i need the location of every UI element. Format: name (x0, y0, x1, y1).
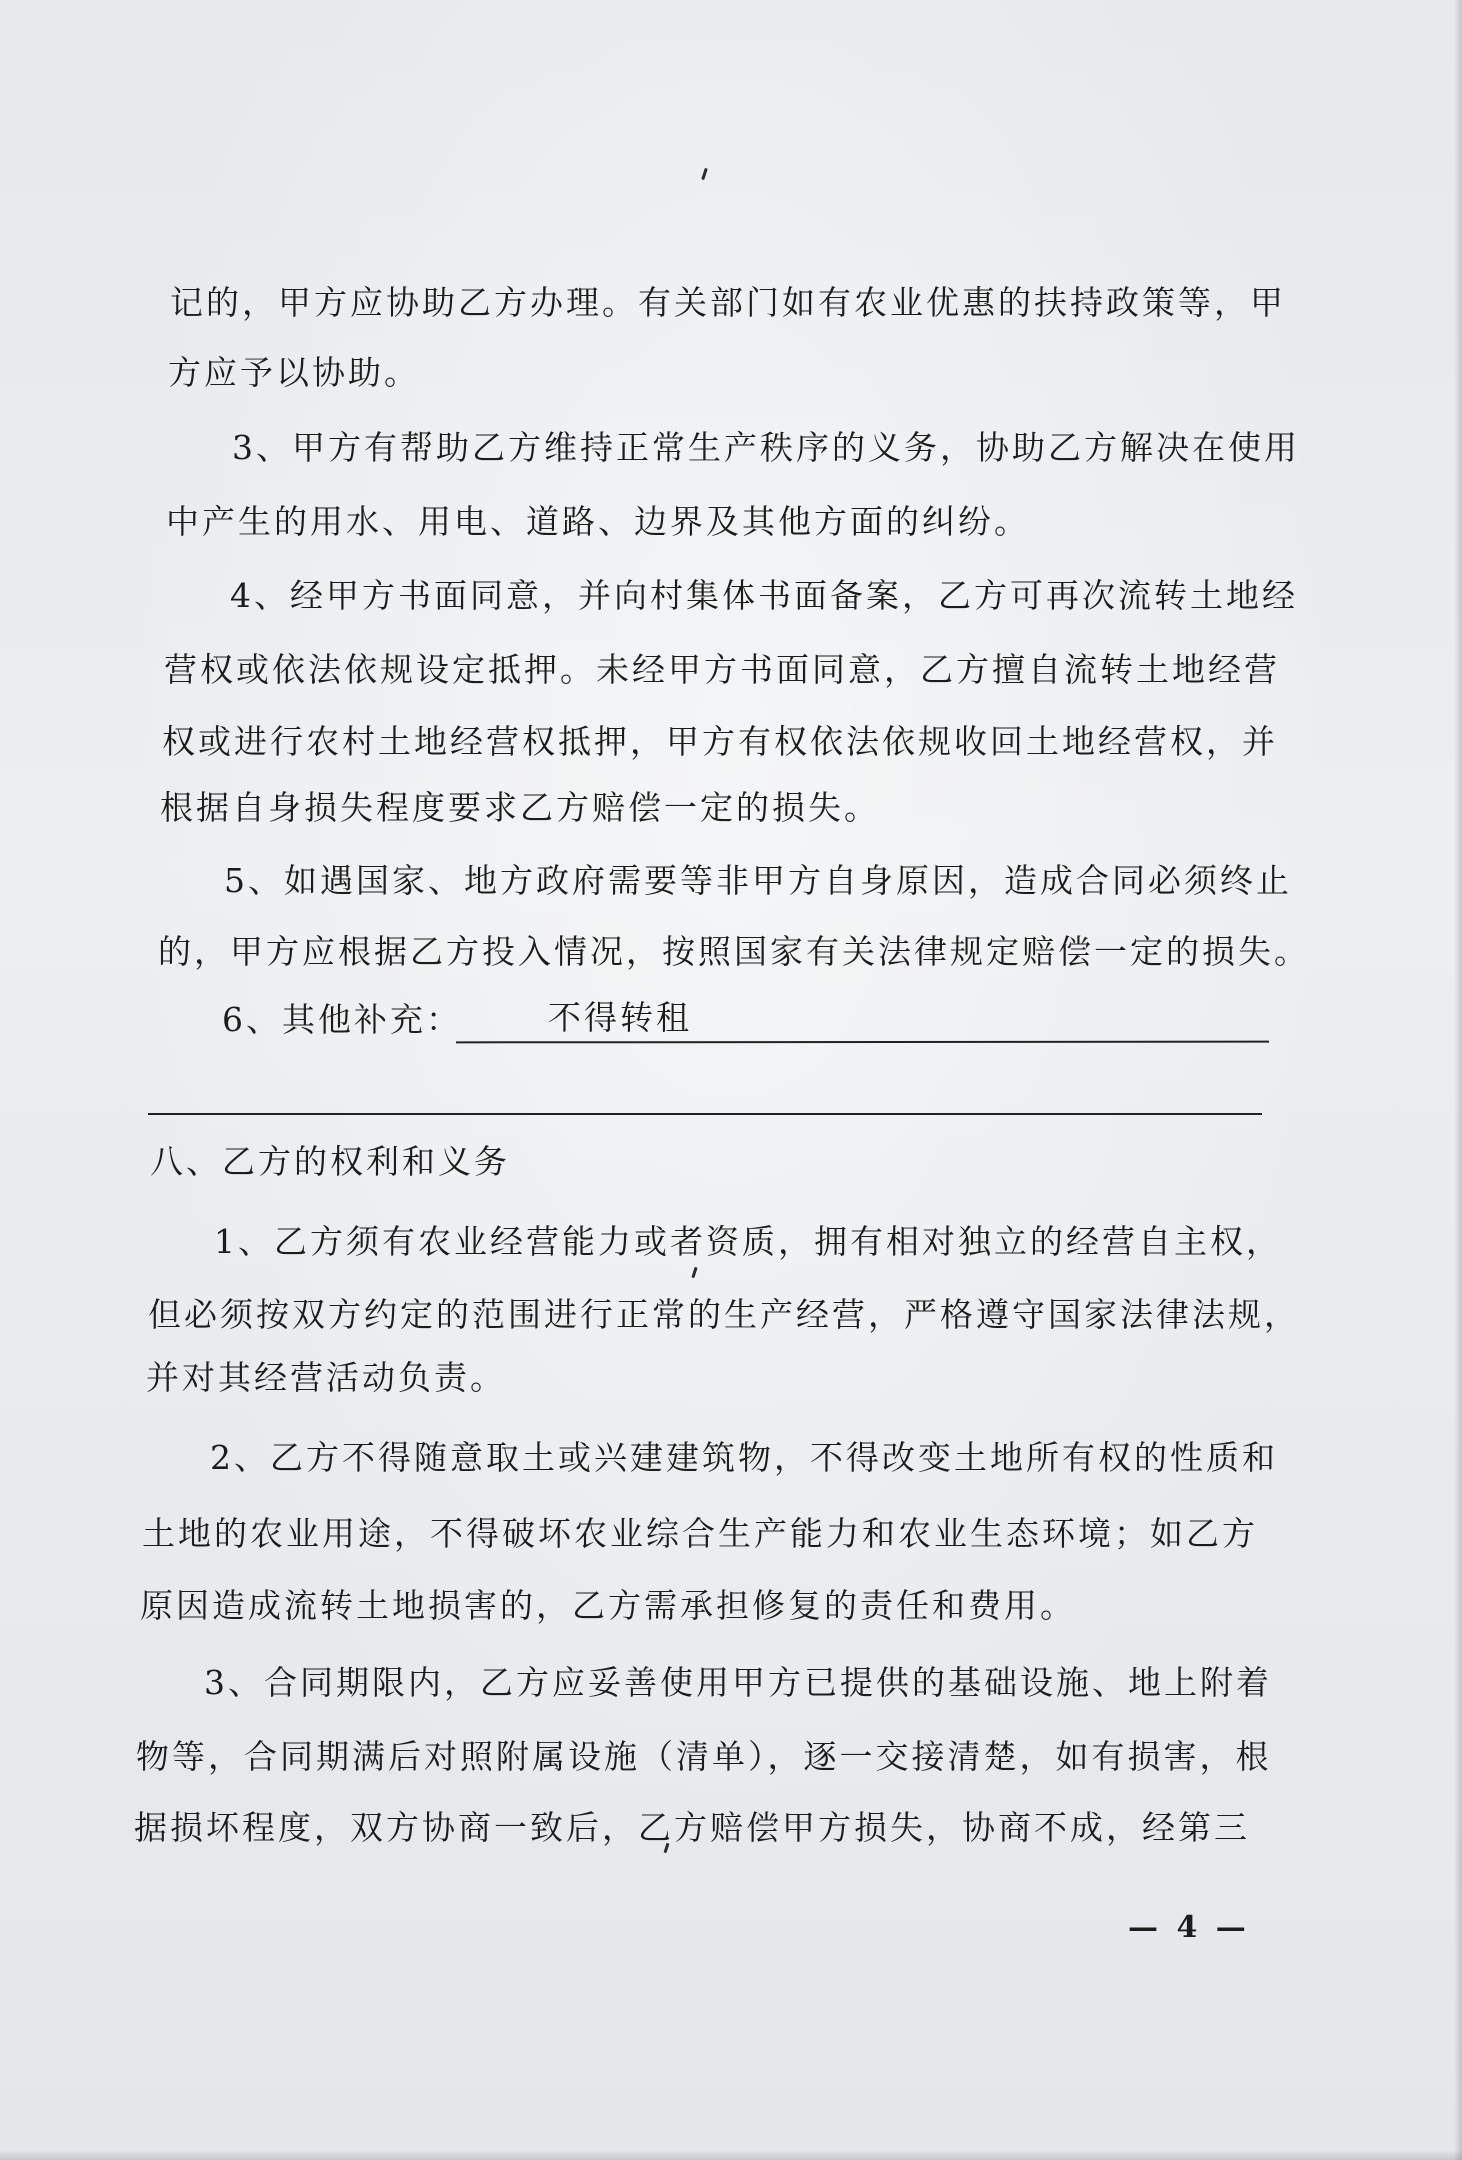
body-line: 据损坏程度，双方协商一致后，乙方赔偿甲方损失，协商不成，经第三 (134, 1808, 1250, 1847)
clause-8-1: 1、乙方须有农业经营能力或者资质，拥有相对独立的经营自主权， (214, 1222, 1282, 1261)
body-line: 但必须按双方约定的范围进行正常的生产经营，严格遵守国家法律法规， (148, 1295, 1300, 1334)
clause-7-6-label: 6、其他补充： (222, 1000, 462, 1039)
clause-7-5: 5、如遇国家、地方政府需要等非甲方自身原因，造成合同必须终止 (224, 861, 1292, 900)
body-line: 物等，合同期满后对照附属设施（清单），逐一交接清楚，如有损害，根 (136, 1737, 1272, 1776)
body-line: 根据自身损失程度要求乙方赔偿一定的损失。 (160, 788, 880, 827)
body-line: 中产生的用水、用电、道路、边界及其他方面的纠纷。 (166, 502, 1030, 541)
body-line: 权或进行农村土地经营权抵押，甲方有权依法依规收回土地经营权，并 (162, 722, 1278, 761)
body-line: 原因造成流转土地损害的，乙方需承担修复的责任和费用。 (140, 1586, 1076, 1625)
body-line: 土地的农业用途，不得破坏农业综合生产能力和农业生态环境；如乙方 (142, 1514, 1258, 1553)
clause-7-3: 3、甲方有帮助乙方维持正常生产秩序的义务，协助乙方解决在使用 (232, 428, 1300, 467)
body-line: 并对其经营活动负责。 (146, 1358, 506, 1397)
page-number: — 4 — (1128, 1910, 1250, 1945)
clause-7-4: 4、经甲方书面同意，并向村集体书面备案，乙方可再次流转土地经 (230, 576, 1298, 615)
supplement-underline (456, 1041, 1269, 1044)
body-line: 记的，甲方应协助乙方办理。有关部门如有农业优惠的扶持政策等，甲 (170, 283, 1286, 322)
section-heading-8: 八、乙方的权利和义务 (150, 1142, 510, 1181)
body-line: 的，甲方应根据乙方投入情况，按照国家有关法律规定赔偿一定的损失。 (158, 932, 1310, 971)
body-line: 营权或依法依规设定抵押。未经甲方书面同意，乙方擅自流转土地经营 (164, 650, 1280, 689)
clause-8-3: 3、合同期限内，乙方应妥善使用甲方已提供的基础设施、地上附着 (204, 1663, 1272, 1702)
body-line: 方应予以协助。 (168, 353, 420, 392)
clause-8-2: 2、乙方不得随意取土或兴建建筑物，不得改变土地所有权的性质和 (210, 1438, 1278, 1477)
supplement-blank-line (148, 1113, 1262, 1115)
supplement-fill-text: 不得转租 (548, 998, 692, 1037)
